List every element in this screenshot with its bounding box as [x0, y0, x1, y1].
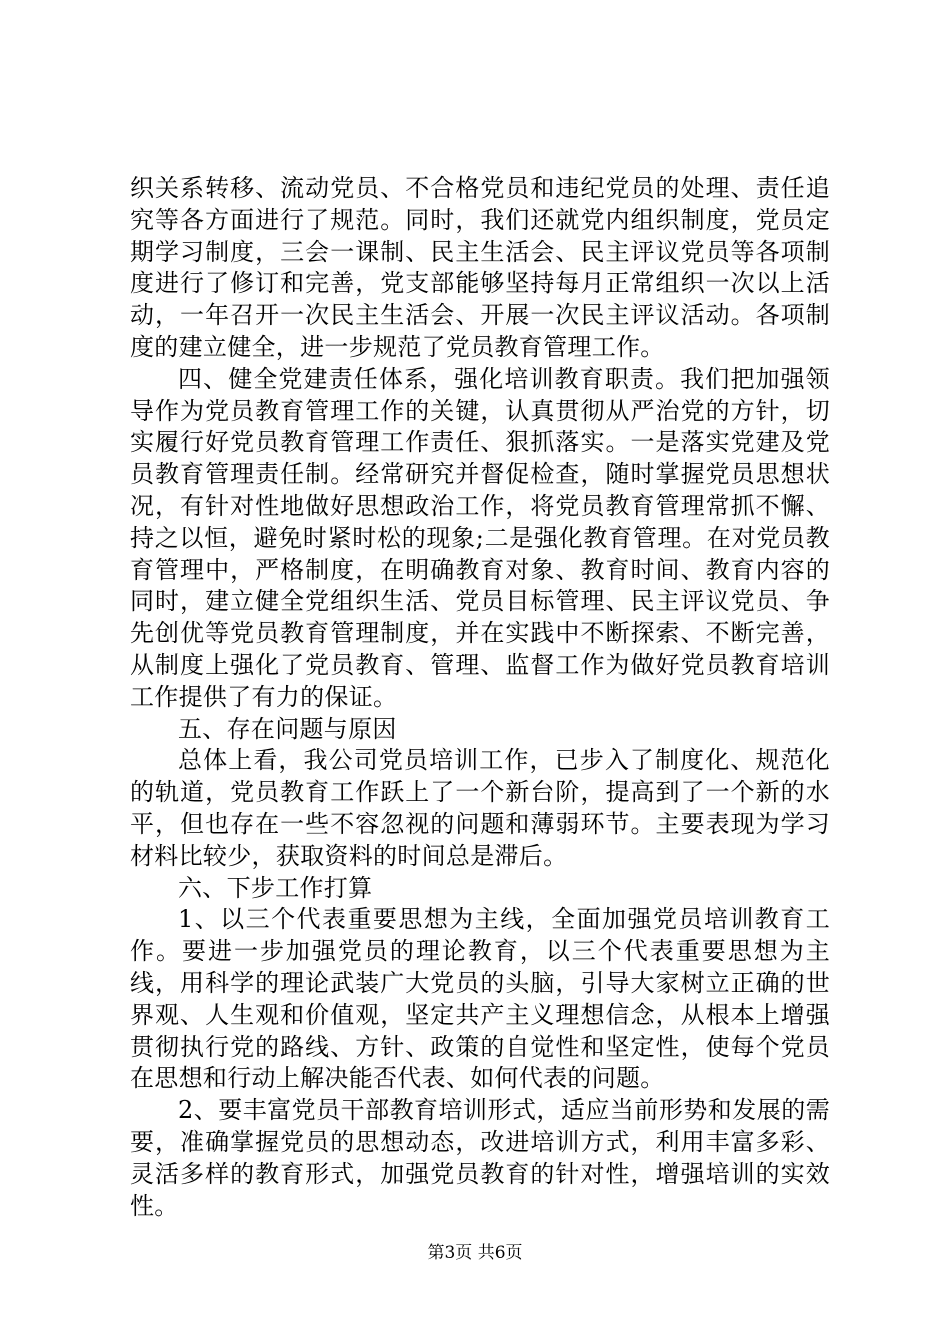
- heading-section-five: 五、存在问题与原因: [178, 714, 397, 743]
- paragraph-plan-item-1: 1、以三个代表重要思想为主线，全面加强党员培训教育工作。要进一步加强党员的理论教育，以三个代表重要思想为主线，用科学的理论武装广大党员的头脑，引导大家树立正确的世界观、人生观和价值观，坚定共产主义理想信念，从根本上增强贯彻执行党的路线、方针、政策的自觉性和坚定性，使每个党员在思想和行动上解决能否代表、如何代表的问题。: [130, 905, 830, 1093]
- paragraph-continuation: 织关系转移、流动党员、不合格党员和违纪党员的处理、责任追究等各方面进行了规范。同时，我们还就党内组织制度，党员定期学习制度，三会一课制、民主生活会、民主评议党员等各项制度进行了修订和完善，党支部能够坚持每月正常组织一次以上活动，一年召开一次民主生活会、开展一次民主评议活动。各项制度的建立健全，进一步规范了党员教育管理工作。: [130, 174, 830, 361]
- paragraph-section-five: 总体上看，我公司党员培训工作，已步入了制度化、规范化的轨道，党员教育工作跃上了一个新台阶，提高到了一个新的水平，但也存在一些不容忽视的问题和薄弱环节。主要表现为学习材料比较少，获取资料的时间总是滞后。: [130, 746, 830, 870]
- paragraph-section-four: 四、健全党建责任体系，强化培训教育职责。我们把加强领导作为党员教育管理工作的关键，认真贯彻从严治党的方针，切实履行好党员教育管理工作责任、狠抓落实。一是落实党建及党员教育管理责任制。经常研究并督促检查，随时掌握党员思想状况，有针对性地做好思想政治工作，将党员教育管理常抓不懈、持之以恒，避免时紧时松的现象;二是强化教育管理。在对党员教育管理中，严格制度，在明确教育对象、教育时间、教育内容的同时，建立健全党组织生活、党员目标管理、民主评议党员、争先创优等党员教育管理制度，并在实践中不断探索、不断完善，从制度上强化了党员教育、管理、监督工作为做好党员教育培训工作提供了有力的保证。: [130, 364, 830, 711]
- document-body: [130, 173, 830, 1222]
- page-number-footer: 第3页 共6页: [427, 1243, 523, 1263]
- paragraph-plan-item-2: 2、要丰富党员干部教育培训形式，适应当前形势和发展的需要，准确掌握党员的思想动态，改进培训方式，利用丰富多彩、灵活多样的教育形式，加强党员教育的针对性，增强培训的实效性。: [130, 1096, 830, 1220]
- heading-section-six: 六、下步工作打算: [178, 873, 373, 902]
